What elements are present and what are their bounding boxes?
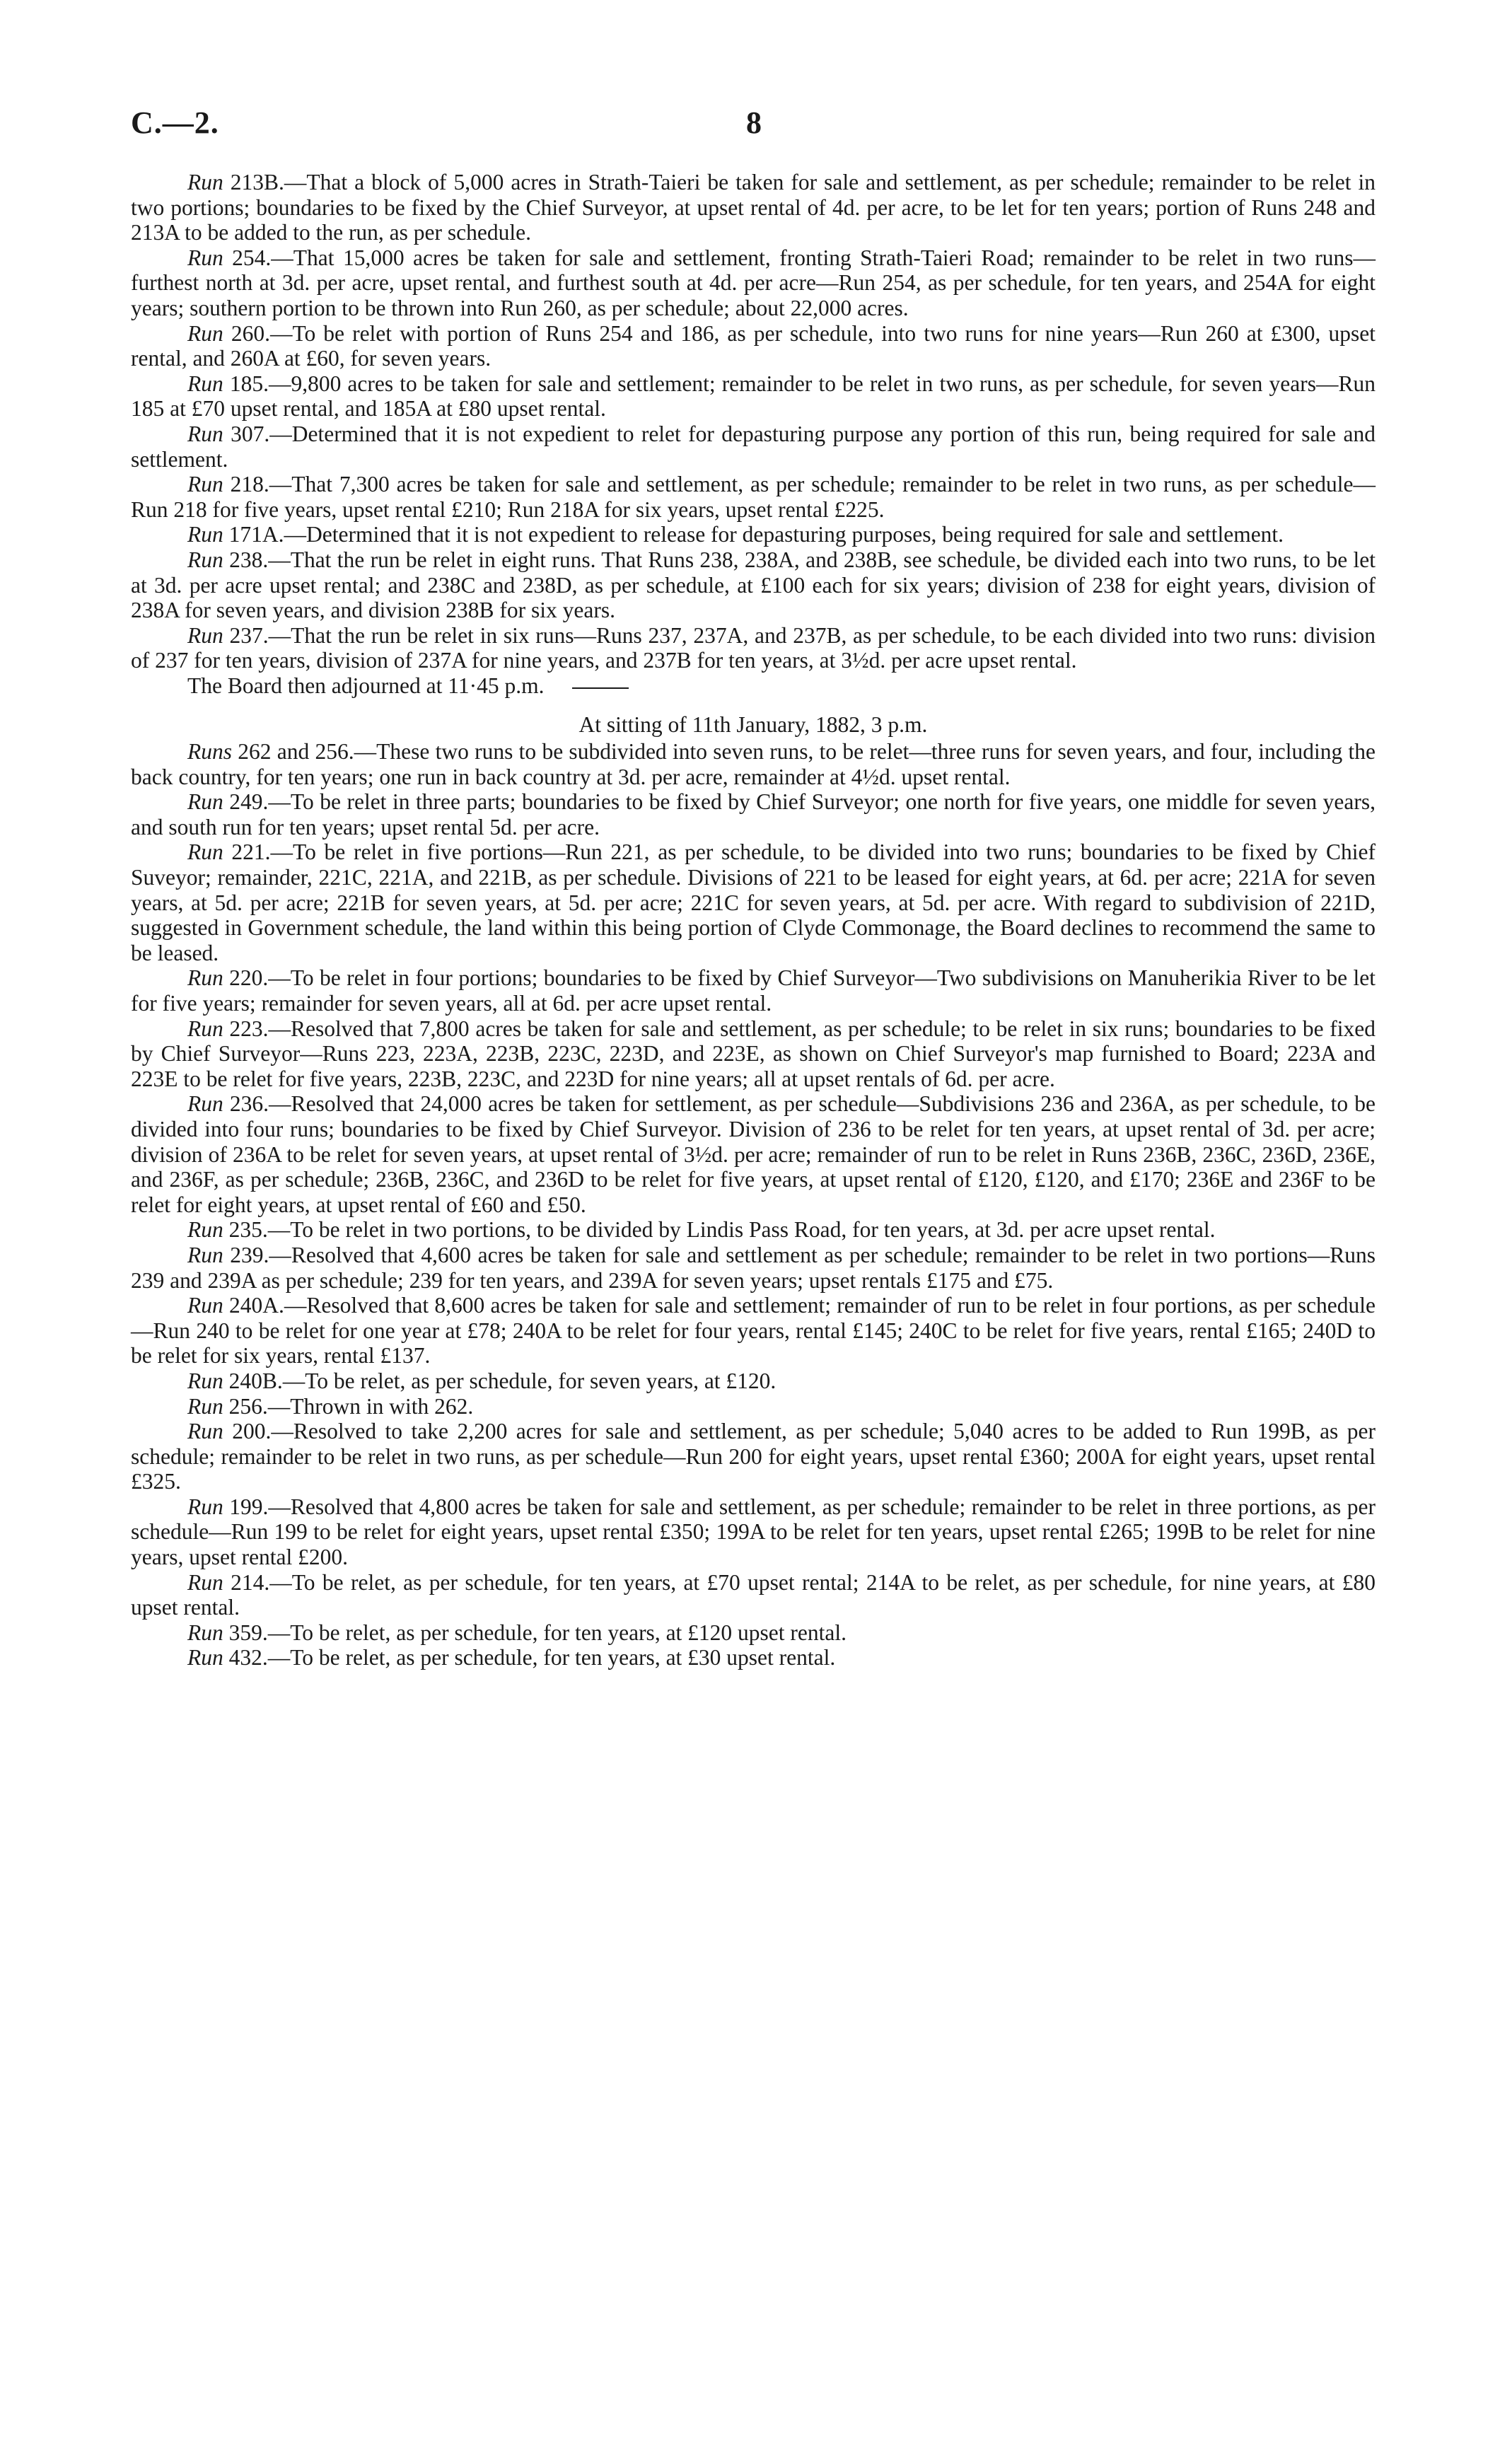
run-entry [131, 1243, 1376, 1293]
minutes-section-first-sitting [131, 170, 1376, 673]
run-entry [131, 1394, 1376, 1419]
run-entry-text: 262 and 256.—These two runs to be subdivided into seven runs, to be relet—three runs for seven years, and four, including the back country, for ten years; one run in back country at 3d. per acre, remainder at 4½d. upset rental. [131, 739, 1376, 789]
run-entry-text: 239.—Resolved that 4,600 acres be taken for sale and settlement as per schedule; remainder to be relet in two portions—Runs 239 and 239A as per schedule; 239 for ten years, and 239A for seven years; upset rentals £175 and £75. [131, 1242, 1376, 1293]
run-entry-text: 240B.—To be relet, as per schedule, for seven years, at £120. [223, 1368, 777, 1393]
run-entry-text: 254.—That 15,000 acres be taken for sale and settlement, fronting Strath-Taieri Road; remainder to be relet in two runs—furthest north at 3d. per acre, upset rental, and furthest south at 4d. per acre—Run 254, as per schedule, for ten years, and 254A for eight years; southern portion to be thrown into Run 260, as per schedule; about 22,000 acres. [131, 245, 1376, 320]
run-entry [131, 965, 1376, 1016]
run-entry-lead: Run [187, 1016, 223, 1041]
run-entry-lead: Run [187, 1293, 223, 1318]
run-entry-text: 218.—That 7,300 acres be taken for sale and settlement, as per schedule; remainder to be relet in two runs, as per schedule—Run 218 for five years, upset rental £210; Run 218A for six years, upset rental £225. [131, 472, 1376, 522]
adjournment-text: The Board then adjourned at 11·45 p.m. [187, 673, 545, 698]
run-entry [131, 1620, 1376, 1646]
run-entry-lead: Run [187, 1393, 223, 1419]
run-entry-lead: Run [187, 1645, 223, 1670]
run-entry-lead: Run [187, 170, 223, 194]
run-entry [131, 472, 1376, 522]
run-entry-text: 213B.—That a block of 5,000 acres in Strath-Taieri be taken for sale and settlement, as per schedule; remainder to be relet in two portions; boundaries to be fixed by the Chief Surveyor, at upset rental of 4d. per acre, to be let for ten years; portion of Runs 248 and 213A to be added to the run, as per schedule. [131, 170, 1376, 245]
run-entry [131, 1570, 1376, 1620]
run-entry [131, 522, 1376, 547]
minutes-section-second-sitting [131, 739, 1376, 1670]
run-entry [131, 1419, 1376, 1494]
run-entry [131, 1016, 1376, 1092]
run-entry [131, 839, 1376, 965]
run-entry-lead: Run [187, 1419, 223, 1444]
run-entry-text: 307.—Determined that it is not expedient to relet for depasturing purpose any portion of this run, being required for sale and settlement. [131, 421, 1376, 472]
page-number: 8 [746, 105, 762, 140]
run-entry [131, 1645, 1376, 1670]
run-entry-lead: Run [187, 965, 223, 991]
run-entry-lead: Run [187, 1368, 223, 1393]
run-entry [131, 789, 1376, 839]
run-entry-lead: Run [187, 1620, 223, 1645]
run-entry [131, 739, 1376, 789]
adjournment-rule [572, 687, 629, 689]
run-entry [131, 371, 1376, 422]
run-entry [131, 1368, 1376, 1394]
run-entry [131, 623, 1376, 673]
run-entry-text: 220.—To be relet in four portions; boundaries to be fixed by Chief Surveyor—Two subdivisions on Manuherikia River to be let for five years; remainder for seven years, all at 6d. per acre upset rental. [131, 965, 1376, 1016]
run-entry-lead: Run [187, 1091, 223, 1117]
run-entry-lead: Run [187, 1217, 223, 1243]
run-entry-lead: Run [187, 1494, 223, 1519]
run-entry-text: 260.—To be relet with portion of Runs 254 and 186, as per schedule, into two runs for nine years—Run 260 at £300, upset rental, and 260A at £60, for seven years. [131, 320, 1376, 371]
run-entry-lead: Run [187, 522, 223, 547]
run-entry [131, 547, 1376, 623]
run-entry-text: 223.—Resolved that 7,800 acres be taken for sale and settlement, as per schedule; to be relet in six runs; boundaries to be fixed by Chief Surveyor—Runs 223, 223A, 223B, 223C, 223D, and 223E, as shown on Chief Surveyor's map furnished to Board; 223A and 223E to be relet for five years, 223B, 223C, and 223D for nine years; all at upset rentals of 6d. per acre. [131, 1016, 1376, 1091]
run-entry-text: 237.—That the run be relet in six runs—Runs 237, 237A, and 237B, as per schedule, to be each divided into two runs: division of 237 for ten years, division of 237A for nine years, and 237B for ten years, at 3½d. per acre upset rental. [131, 622, 1376, 673]
run-entry-text: 256.—Thrown in with 262. [223, 1393, 474, 1419]
run-entry-text: 235.—To be relet in two portions, to be divided by Lindis Pass Road, for ten years, at 3d. per acre upset rental. [223, 1217, 1216, 1243]
run-entry [131, 321, 1376, 371]
run-entry-lead: Run [187, 472, 223, 497]
run-entry-text: 214.—To be relet, as per schedule, for ten years, at £70 upset rental; 214A to be relet, as per schedule, for nine years, at £80 upset rental. [131, 1569, 1376, 1620]
run-entry-text: 200.—Resolved to take 2,200 acres for sale and settlement, as per schedule; 5,040 acres to be added to Run 199B, as per schedule; remainder to be relet in two runs, as per schedule—Run 200 for eight years, upset rental £360; 200A for eight years, upset rental £325. [131, 1419, 1376, 1494]
run-entry-text: 432.—To be relet, as per schedule, for ten years, at £30 upset rental. [223, 1645, 836, 1670]
run-entry-text: 185.—9,800 acres to be taken for sale and settlement; remainder to be relet in two runs, as per schedule, for seven years—Run 185 at £70 upset rental, and 185A at £80 upset rental. [131, 371, 1376, 422]
adjournment-line [131, 673, 1376, 699]
run-entry-text: 240A.—Resolved that 8,600 acres be taken for sale and settlement; remainder of run to be relet in four portions, as per schedule—Run 240 to be relet for one year at £78; 240A to be relet for four years, rental £145; 240C to be relet for five years, rental £165; 240D to be relet for six years, rental £137. [131, 1293, 1376, 1368]
document-reference: C.—2. [131, 105, 219, 140]
page-header [131, 105, 1376, 154]
sitting-heading: At sitting of 11th January, 1882, 3 p.m. [578, 712, 928, 738]
run-entry-text: 238.—That the run be relet in eight runs. That Runs 238, 238A, and 238B, see schedule, be divided each into two runs, to be let at 3d. per acre upset rental; and 238C and 238D, as per schedule, at £100 each for six years; division of 238 for eight years, division of 238A for seven years, and division 238B for six years. [131, 547, 1376, 623]
run-entry-lead: Run [187, 245, 223, 270]
run-entry-lead: Run [187, 1569, 223, 1595]
run-entry-text: 249.—To be relet in three parts; boundaries to be fixed by Chief Surveyor; one north for five years, one middle for seven years, and south run for ten years; upset rental 5d. per acre. [131, 789, 1376, 839]
run-entry-text: 236.—Resolved that 24,000 acres be taken for settlement, as per schedule—Subdivisions 236 and 236A, as per schedule, to be divided into four runs; boundaries to be fixed by Chief Surveyor. Division of 236 to be relet for ten years, at upset rental of 3d. per acre; division of 236A to be relet for seven years, at upset rental of 3½d. per acre; remainder of run to be relet in Runs 236B, 236C, 236D, 236E, and 236F, as per schedule; 236B, 236C, and 236D to be relet for five years, at upset rental of £120, £120, and £170; 236E and 236F to be relet for eight years, at upset rental of £60 and £50. [131, 1091, 1376, 1217]
page-body [131, 170, 1376, 1670]
run-entry [131, 245, 1376, 321]
run-entry-text: 171A.—Determined that it is not expedient to release for depasturing purposes, being required for sale and settlement. [223, 522, 1284, 547]
run-entry [131, 170, 1376, 245]
run-entry [131, 1091, 1376, 1217]
run-entry-text: 221.—To be relet in five portions—Run 221, as per schedule, to be divided into two runs; boundaries to be fixed by Chief Suveyor; remainder, 221C, 221A, and 221B, as per schedule. Divisions of 221 to be leased for eight years, at 6d. per acre; 221A for seven years, at 5d. per acre; 221B for seven years, at 5d. per acre; 221C for seven years, at 5d. per acre. With regard to subdivision of 221D, suggested in Government schedule, the land within this being portion of Clyde Commonage, the Board declines to recommend the same to be leased. [131, 839, 1376, 965]
run-entry-text: 359.—To be relet, as per schedule, for ten years, at £120 upset rental. [223, 1620, 847, 1645]
run-entry-lead: Runs [187, 739, 232, 765]
run-entry-lead: Run [187, 622, 223, 648]
run-entry-text: 199.—Resolved that 4,800 acres be taken for sale and settlement, as per schedule; remainder to be relet in three portions, as per schedule—Run 199 to be relet for eight years, upset rental £350; 199A to be relet for ten years, upset rental £265; 199B to be relet for nine years, upset rental £200. [131, 1494, 1376, 1570]
run-entry-lead: Run [187, 1242, 223, 1267]
run-entry-lead: Run [187, 789, 223, 815]
run-entry-lead: Run [187, 421, 223, 446]
run-entry [131, 422, 1376, 472]
run-entry-lead: Run [187, 547, 223, 572]
run-entry [131, 1217, 1376, 1243]
run-entry-lead: Run [187, 839, 223, 865]
run-entry-lead: Run [187, 371, 223, 396]
run-entry [131, 1293, 1376, 1368]
run-entry-lead: Run [187, 320, 223, 346]
run-entry [131, 1494, 1376, 1570]
